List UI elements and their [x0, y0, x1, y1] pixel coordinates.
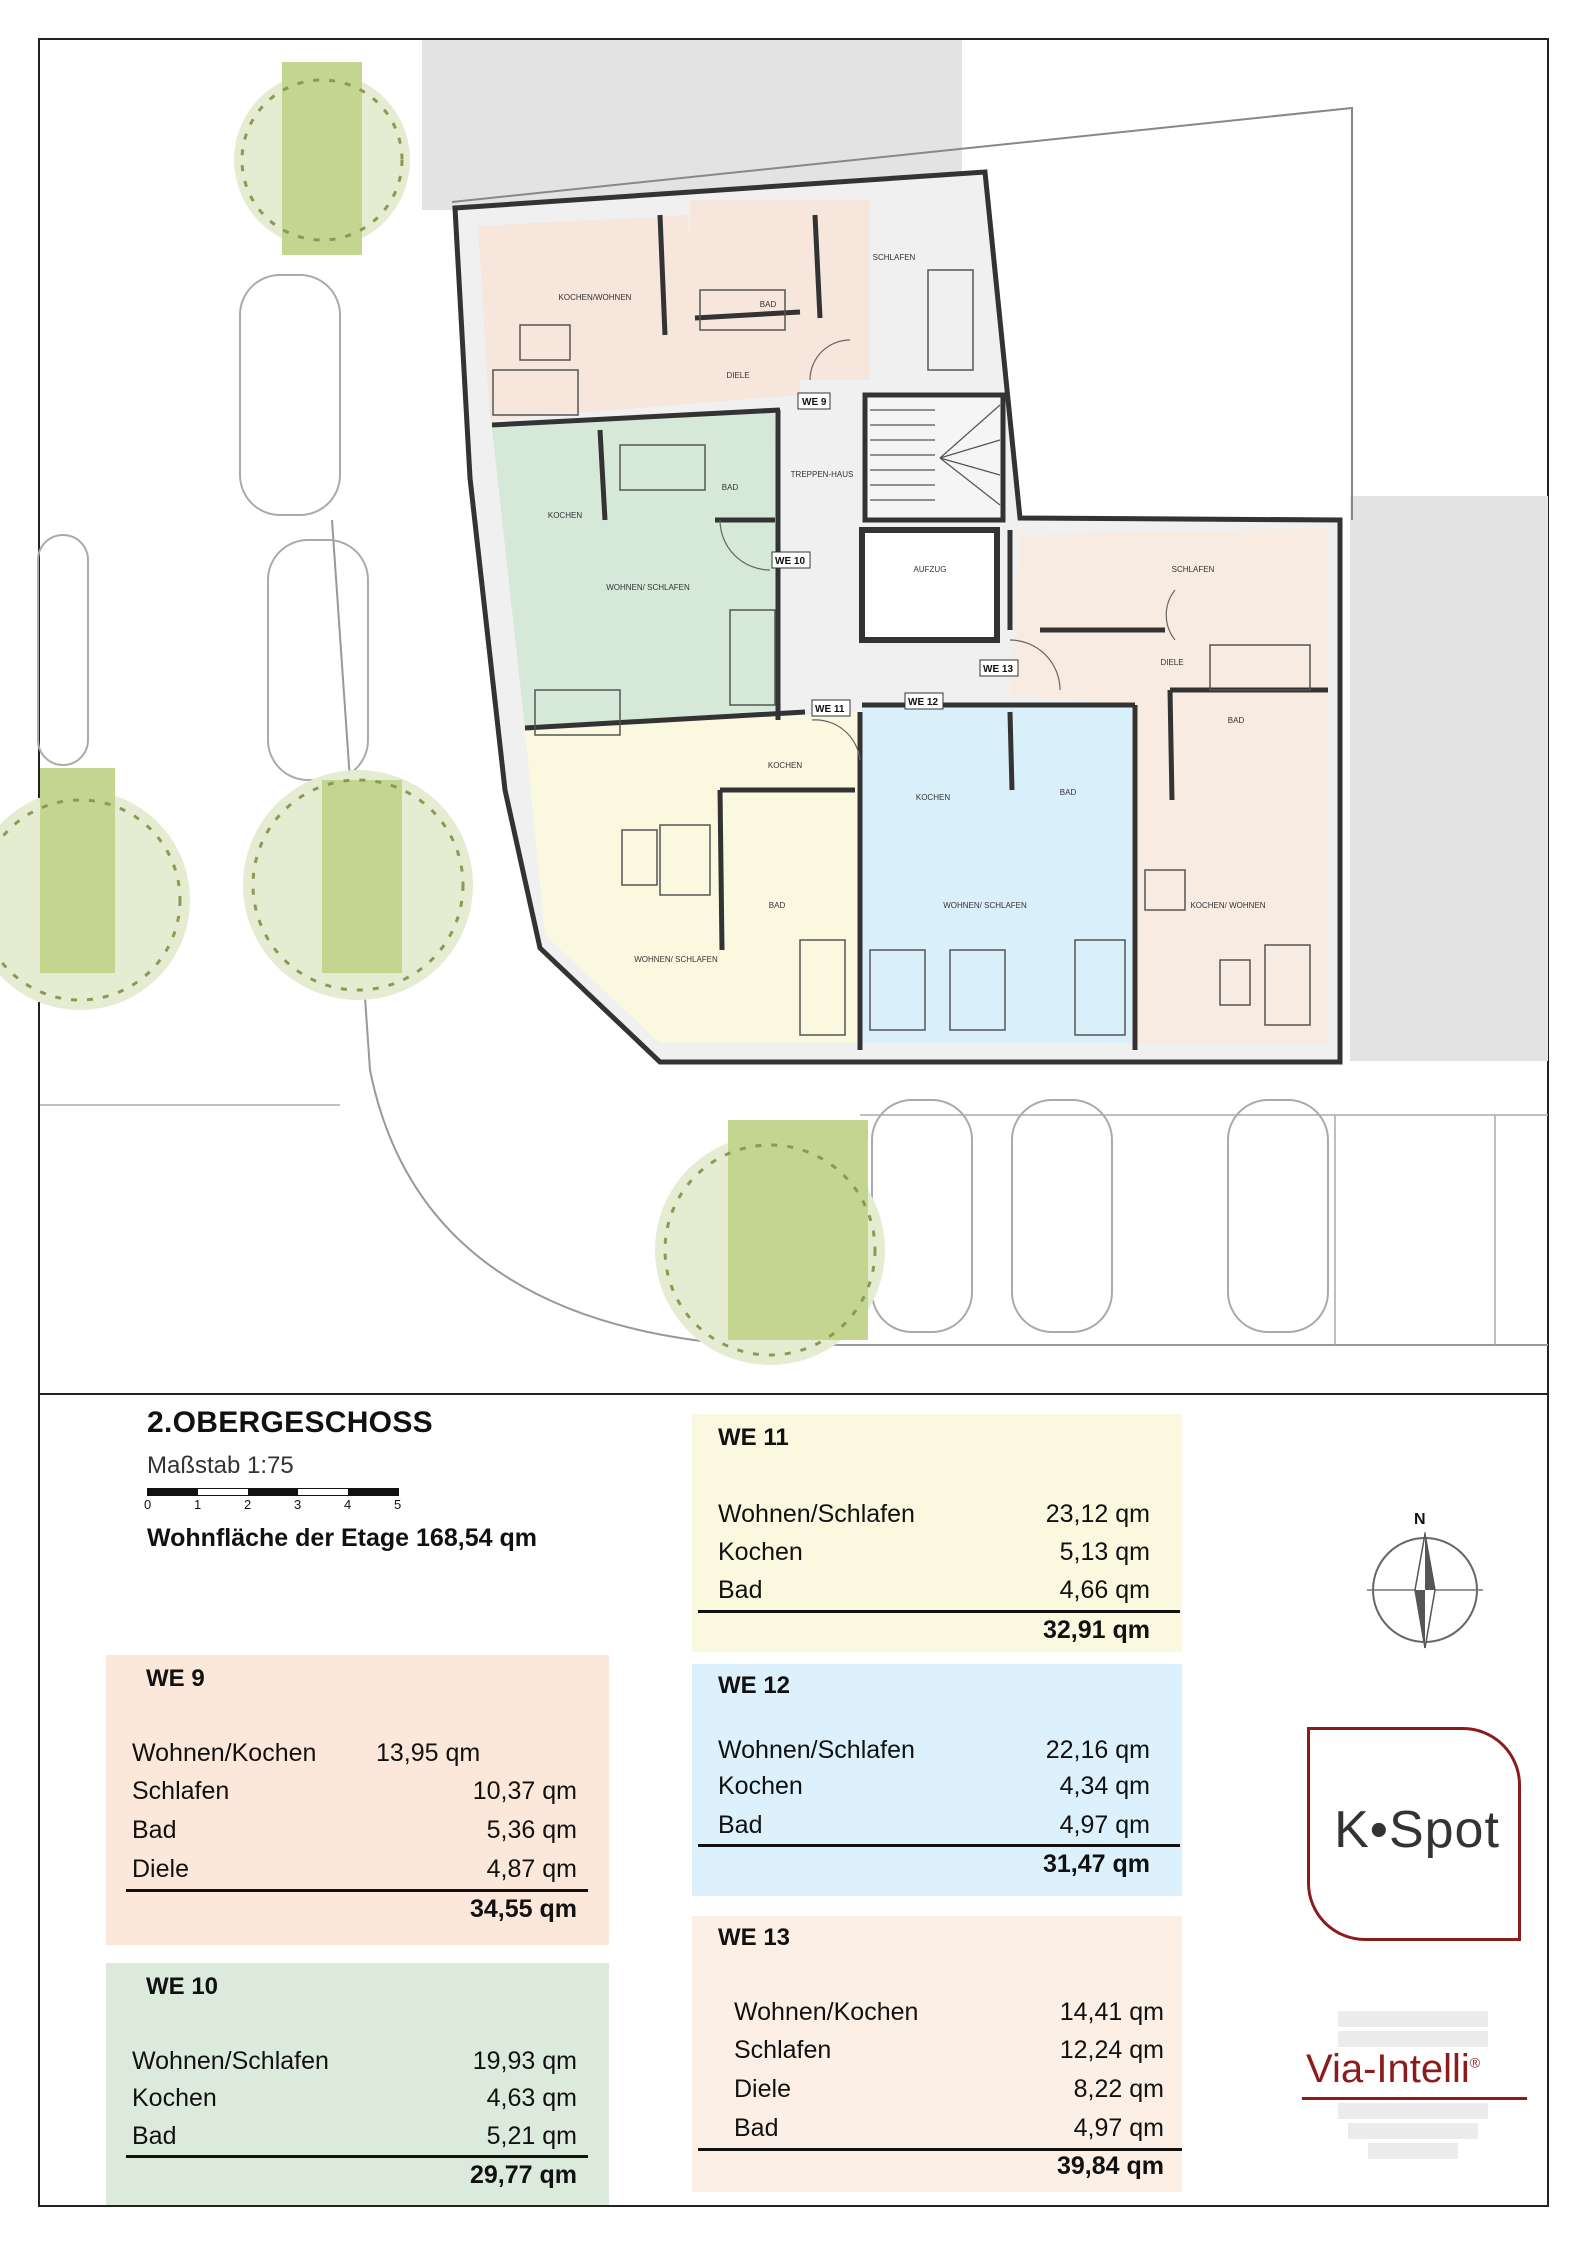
room-label: KOCHEN: [915, 793, 951, 802]
room-name: Wohnen/Kochen: [734, 1998, 919, 2026]
room-label: KOCHEN: [767, 761, 803, 770]
scale-tick: 0: [144, 1497, 152, 1512]
tree: [234, 62, 410, 255]
unit-tag-we11: [812, 700, 850, 716]
room-area: 4,97 qm: [1073, 2114, 1164, 2142]
room-area: 10,37 qm: [472, 1777, 577, 1805]
room-area: 12,24 qm: [1059, 2036, 1164, 2064]
room-area: 22,16 qm: [1045, 1736, 1150, 1764]
we10-area: [492, 412, 778, 728]
room-label: BAD: [759, 300, 777, 309]
room-name: Kochen: [718, 1772, 803, 1800]
unit-total: 32,91 qm: [1042, 1616, 1150, 1644]
room-label: BAD: [768, 901, 786, 910]
kspot-logo: [1307, 1727, 1521, 1941]
room-label: WOHNEN/ SCHLAFEN: [634, 955, 718, 964]
tree: [243, 770, 473, 1000]
room-label: DIELE: [1160, 658, 1184, 667]
room-label: SCHLAFEN: [872, 253, 916, 262]
room-area: 13,95 qm: [376, 1739, 481, 1767]
room-area: 14,41 qm: [1059, 1998, 1164, 2026]
unit-name: WE 12: [718, 1672, 791, 1699]
room-area: 19,93 qm: [472, 2047, 577, 2075]
unit-card-we13: [692, 1916, 1182, 2192]
unit-name: WE 9: [146, 1665, 205, 1692]
car: [240, 275, 340, 515]
room-label: WOHNEN/ SCHLAFEN: [606, 583, 690, 592]
room-label: BAD: [721, 483, 739, 492]
unit-total: 39,84 qm: [1056, 2152, 1164, 2180]
total-rule: [698, 1844, 1180, 1847]
unit-tag-we12: [905, 693, 943, 709]
scale-tick: 2: [244, 1497, 252, 1512]
unit-card-we11: [692, 1414, 1182, 1652]
room-label: TREPPEN-HAUS: [790, 470, 854, 479]
total-rule: [126, 2155, 588, 2158]
unit-tag-label: WE 11: [815, 704, 845, 715]
room-name: Bad: [734, 2114, 779, 2142]
room-name: Wohnen/Kochen: [132, 1739, 317, 1767]
unit-tag-label: WE 12: [908, 697, 939, 708]
scale-ticks: [144, 1497, 404, 1511]
scale-tick: 1: [194, 1497, 202, 1512]
room-label: AUFZUG: [913, 565, 947, 574]
we11-area: [525, 712, 860, 1043]
room-area: 5,13 qm: [1059, 1538, 1150, 1566]
room-name: Diele: [734, 2075, 791, 2103]
room-name: Schlafen: [734, 2036, 832, 2064]
unit-total: 31,47 qm: [1042, 1850, 1150, 1878]
car: [38, 535, 88, 765]
scale-label: Maßstab 1:75: [147, 1452, 294, 1479]
room-name: Kochen: [718, 1538, 803, 1566]
scale-tick: 5: [394, 1497, 402, 1512]
room-name: Wohnen/Schlafen: [718, 1736, 915, 1764]
room-label: KOCHEN/ WOHNEN: [1190, 901, 1266, 910]
elevator-shaft: [862, 530, 997, 640]
kspot-logo-text: K•Spot: [1334, 1801, 1500, 1859]
unit-total: 34,55 qm: [469, 1895, 577, 1923]
room-name: Wohnen/Schlafen: [132, 2047, 329, 2075]
room-name: Kochen: [132, 2084, 217, 2112]
via-intelli-rule: [1302, 2097, 1527, 2100]
room-area: 4,66 qm: [1059, 1576, 1150, 1604]
compass-north-icon: [1365, 1530, 1485, 1650]
floor-title: 2.OBERGESCHOSS: [147, 1406, 433, 1439]
total-rule: [698, 2148, 1182, 2151]
staircase: [865, 395, 1003, 520]
unit-name: WE 13: [718, 1924, 791, 1951]
unit-card-we12: [692, 1664, 1182, 1896]
room-name: Schlafen: [132, 1777, 230, 1805]
room-label: DIELE: [726, 371, 750, 380]
room-area: 4,34 qm: [1059, 1772, 1150, 1800]
total-rule: [126, 1889, 588, 1892]
scale-tick: 4: [344, 1497, 352, 1512]
room-area: 4,97 qm: [1059, 1811, 1150, 1839]
unit-card-we10: [106, 1963, 609, 2205]
room-name: Bad: [132, 1816, 177, 1844]
room-name: Wohnen/Schlafen: [718, 1500, 915, 1528]
room-name: Bad: [132, 2122, 177, 2150]
room-label: SCHLAFEN: [1171, 565, 1215, 574]
room-name: Bad: [718, 1576, 763, 1604]
room-area: 8,22 qm: [1073, 2075, 1164, 2103]
via-intelli-text: Via-Intelli®: [1302, 2047, 1484, 2092]
via-intelli-logo: [1300, 2003, 1536, 2161]
unit-tag-label: WE 9: [802, 397, 827, 408]
room-area: 23,12 qm: [1045, 1500, 1150, 1528]
tree: [0, 768, 190, 1010]
north-label: N: [1414, 1511, 1426, 1528]
unit-card-we9: [106, 1655, 609, 1945]
room-label: KOCHEN/WOHNEN: [558, 293, 632, 302]
room-label: WOHNEN/ SCHLAFEN: [943, 901, 1027, 910]
tree: [655, 1120, 885, 1365]
neighbor-area-east: [1350, 496, 1548, 1061]
floor-area-total: Wohnfläche der Etage 168,54 qm: [147, 1524, 537, 1552]
car: [872, 1100, 972, 1332]
room-label: BAD: [1227, 716, 1245, 725]
unit-tag-we13: [980, 660, 1018, 676]
room-area: 5,21 qm: [486, 2122, 577, 2150]
total-rule: [698, 1610, 1180, 1613]
room-area: 4,63 qm: [486, 2084, 577, 2112]
unit-name: WE 11: [718, 1424, 789, 1451]
room-area: 5,36 qm: [486, 1816, 577, 1844]
room-name: Bad: [718, 1811, 763, 1839]
scale-bar: [147, 1488, 399, 1496]
we12-area: [862, 705, 1132, 1043]
unit-name: WE 10: [146, 1973, 219, 2000]
scale-tick: 3: [294, 1497, 302, 1512]
room-label: KOCHEN: [547, 511, 583, 520]
unit-tag-label: WE 10: [775, 556, 806, 567]
unit-total: 29,77 qm: [469, 2161, 577, 2189]
room-area: 4,87 qm: [486, 1855, 577, 1883]
room-name: Diele: [132, 1855, 189, 1883]
unit-tag-we9: [798, 393, 830, 409]
unit-tag-we10: [772, 552, 810, 568]
room-label: BAD: [1059, 788, 1077, 797]
car: [1012, 1100, 1112, 1332]
car: [268, 540, 368, 780]
unit-tag-label: WE 13: [983, 664, 1014, 675]
car: [1228, 1100, 1328, 1332]
